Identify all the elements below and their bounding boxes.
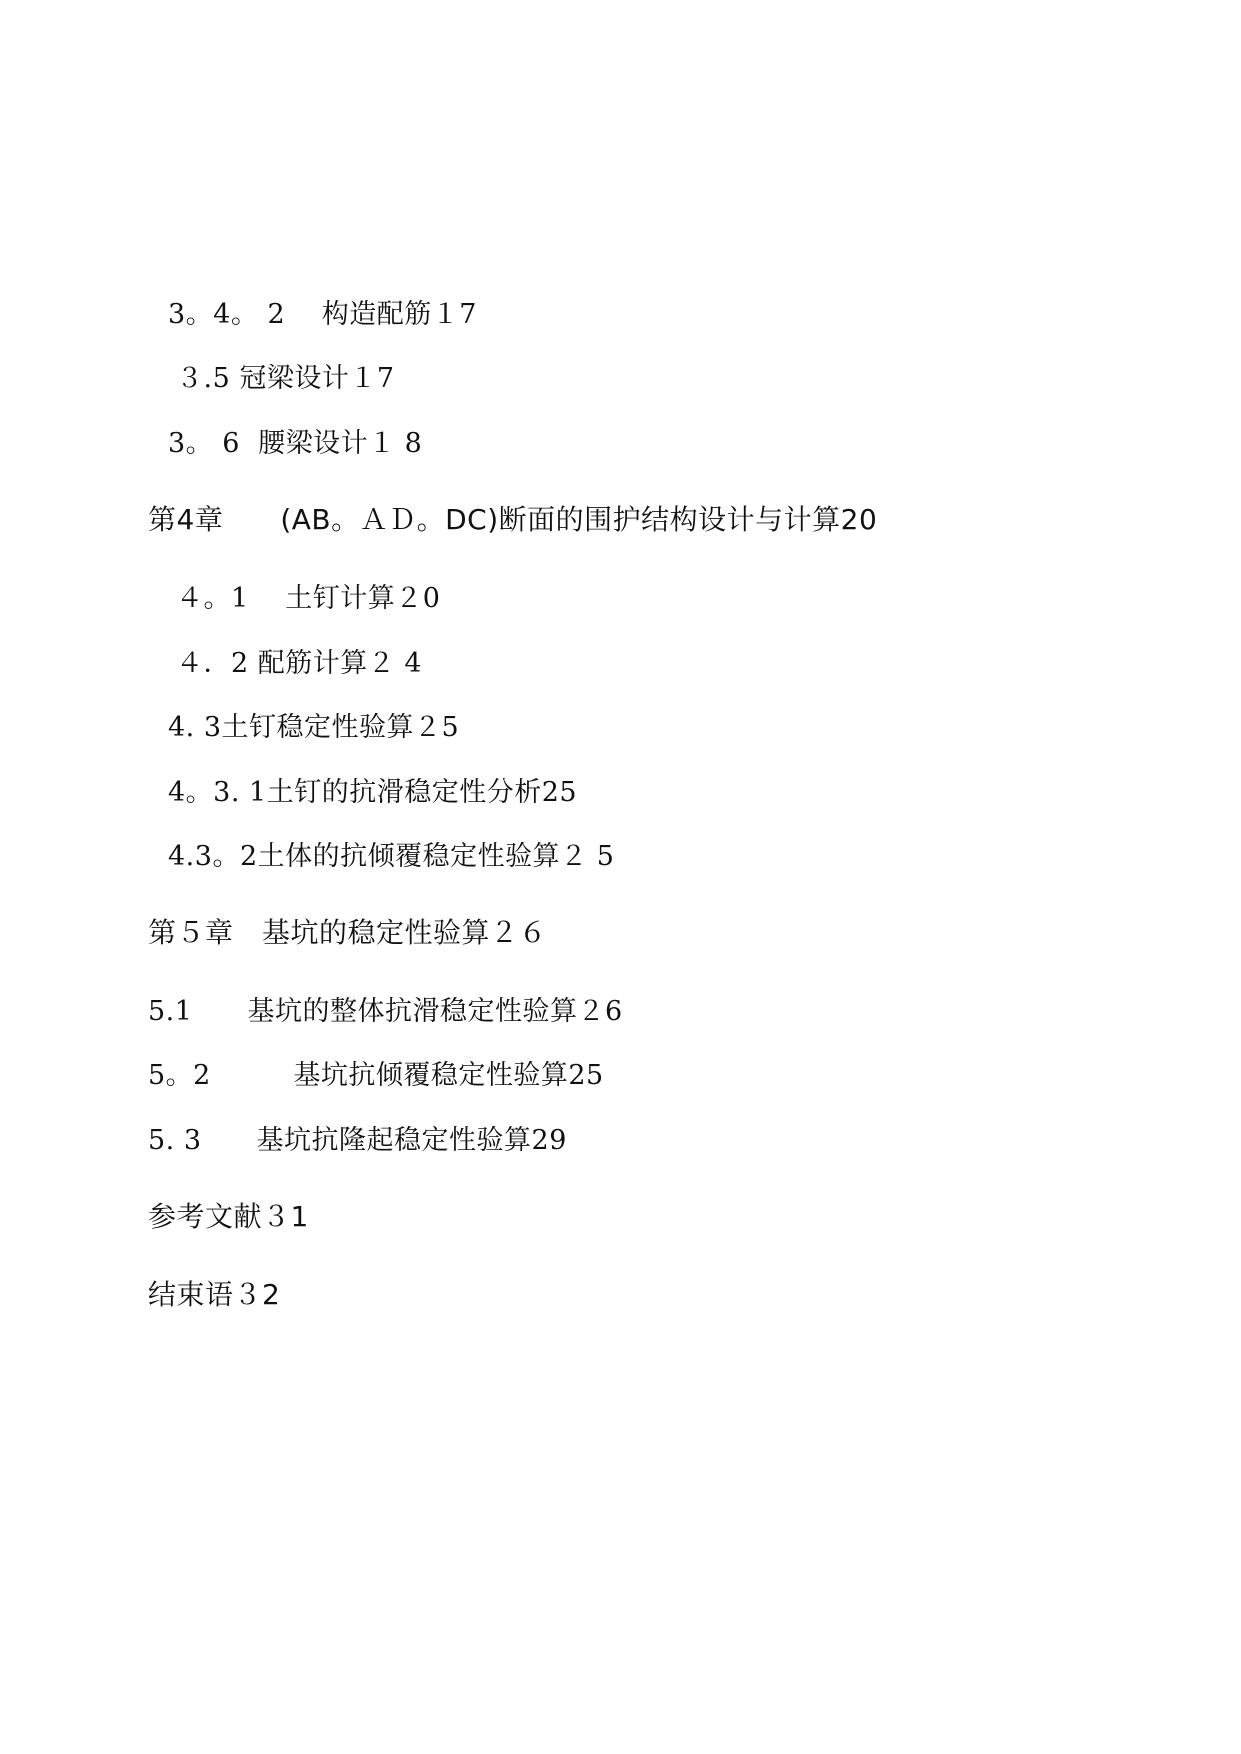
toc-conclusion[interactable]: 结束语３2 — [148, 1278, 281, 1311]
toc-entry-4-1[interactable]: ４。1 土钉计算２0 — [176, 583, 441, 614]
toc-chapter-5[interactable]: 第５章 基坑的稳定性验算２６ — [148, 916, 548, 949]
toc-entry-3-4-2[interactable]: 3。4。 2 构造配筋１7 — [168, 299, 477, 330]
toc-entry-5-2[interactable]: 5。2 基坑抗倾覆稳定性验算25 — [148, 1060, 604, 1091]
toc-entry-4-3-2[interactable]: 4.3。2土体的抗倾覆稳定性验算２ 5 — [168, 841, 615, 872]
toc-entry-5-1[interactable]: 5.1 基坑的整体抗滑稳定性验算２6 — [148, 996, 623, 1027]
toc-entry-4-3-1[interactable]: 4。3. 1土钉的抗滑稳定性分析25 — [168, 777, 578, 808]
toc-entry-4-3[interactable]: 4. 3土钉稳定性验算２5 — [168, 712, 460, 743]
toc-entry-5-3[interactable]: 5. 3 基坑抗隆起稳定性验算29 — [148, 1125, 567, 1156]
toc-references[interactable]: 参考文献３1 — [148, 1200, 309, 1233]
toc-entry-3-5[interactable]: ３.5 冠梁设计１7 — [176, 363, 395, 394]
toc-entry-3-6[interactable]: 3。 6 腰梁设计１ 8 — [168, 428, 423, 459]
toc-entry-4-2[interactable]: ４．2 配筋计算２ 4 — [176, 648, 423, 679]
toc-chapter-4[interactable]: 第4章 (AB。ＡＤ。DC)断面的围护结构设计与计算20 — [148, 503, 878, 536]
